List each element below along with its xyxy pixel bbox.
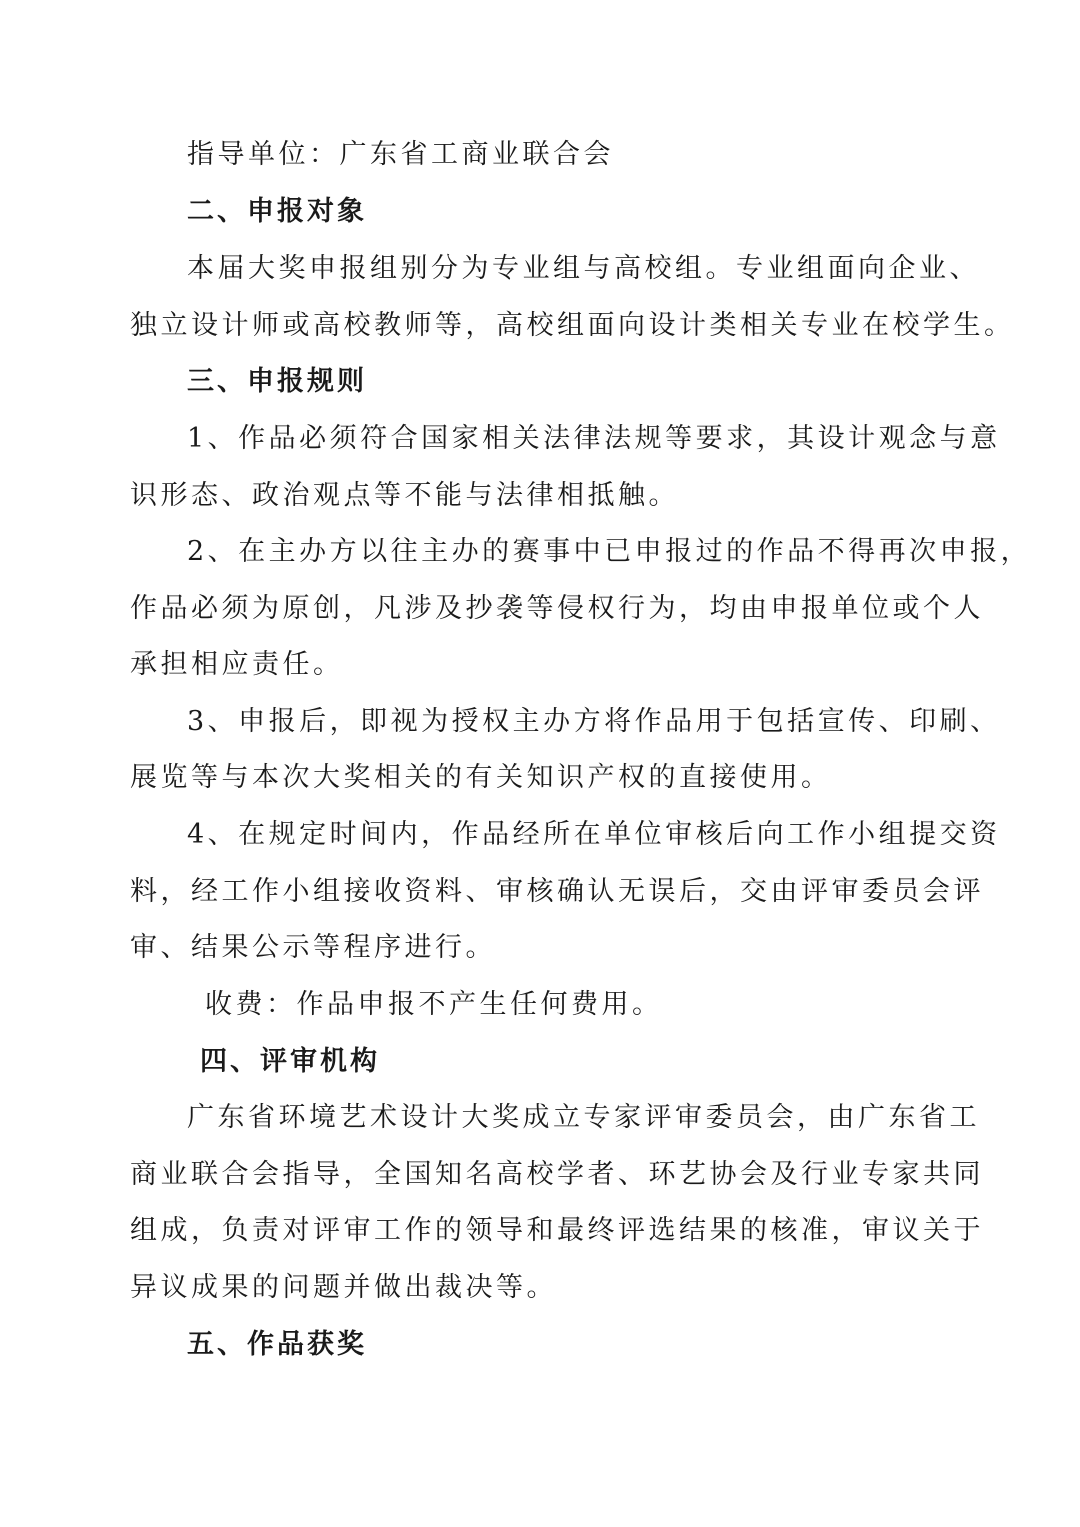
section4-paragraph-line: 异议成果的问题并做出裁决等。 <box>130 1272 557 1303</box>
rule1-line: 1、作品必须符合国家相关法律法规等要求，其设计观念与意 <box>187 423 1001 454</box>
section3-heading: 三、申报规则 <box>187 366 367 397</box>
section4-paragraph-line: 商业联合会指导，全国知名高校学者、环艺协会及行业专家共同 <box>130 1159 984 1190</box>
section4-paragraph-line: 组成，负责对评审工作的领导和最终评选结果的核准，审议关于 <box>130 1215 984 1246</box>
section2-paragraph-line: 本届大奖申报组别分为专业组与高校组。专业组面向企业、 <box>187 253 980 284</box>
section4-paragraph-line: 广东省环境艺术设计大奖成立专家评审委员会，由广东省工 <box>187 1102 980 1133</box>
rule2-line: 承担相应责任。 <box>130 649 344 680</box>
rule2-line: 作品必须为原创，凡涉及抄袭等侵权行为，均由申报单位或个人 <box>130 593 984 624</box>
section2-paragraph-line: 独立设计师或高校教师等，高校组面向设计类相关专业在校学生。 <box>130 310 1015 341</box>
rule1-line: 识形态、政治观点等不能与法律相抵触。 <box>130 480 679 511</box>
rule4-line: 审、结果公示等程序进行。 <box>130 932 496 963</box>
rule4-line: 料，经工作小组接收资料、审核确认无误后，交由评审委员会评 <box>130 876 984 907</box>
rule4-line: 4、在规定时间内，作品经所在单位审核后向工作小组提交资 <box>187 819 1001 850</box>
section4-heading: 四、评审机构 <box>200 1046 380 1077</box>
section5-heading: 五、作品获奖 <box>187 1329 367 1360</box>
rule3-line: 3、申报后，即视为授权主办方将作品用于包括宣传、印刷、 <box>187 706 1001 737</box>
rule2-line: 2、在主办方以往主办的赛事中已申报过的作品不得再次申报， <box>187 536 1032 567</box>
section2-heading: 二、申报对象 <box>187 196 367 227</box>
fee-line: 收费：作品申报不产生任何费用。 <box>205 989 663 1020</box>
rule3-line: 展览等与本次大奖相关的有关知识产权的直接使用。 <box>130 762 832 793</box>
guide-unit-line: 指导单位：广东省工商业联合会 <box>187 139 614 170</box>
